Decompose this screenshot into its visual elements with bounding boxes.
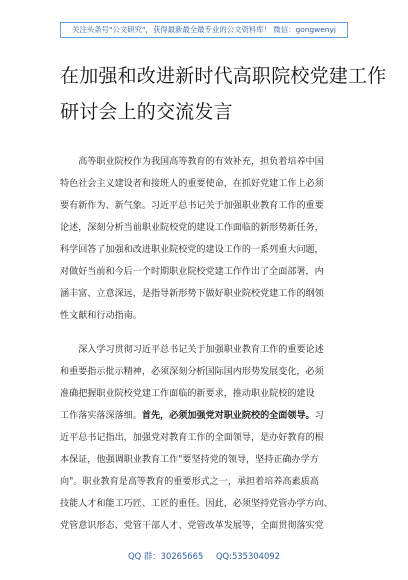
paragraph-2-line: 党管意识形态、党管干部人才、党管改革发展等，全面贯彻落实党 — [60, 521, 324, 531]
paragraph-2-line: 近平总书记指出，加强党对教育工作的全面领导，是办好教育的根 — [60, 433, 324, 443]
document-body — [60, 151, 354, 537]
page-footer — [0, 550, 408, 562]
footer-qq-group: QQ 群：30265665 — [128, 551, 204, 561]
title-line-2: 研讨会上的交流发言 — [60, 101, 233, 123]
paragraph-1-line: 科学回答了加强和改进职业院校党的建设工作的一系列重大问题， — [60, 245, 324, 255]
paragraph-1-line: 高等职业院校作为我国高等教育的有效补充，担负着培养中国 — [78, 157, 324, 167]
footer-qq: QQ:535304092 — [215, 551, 280, 561]
paragraph-2-line: 深入学习贯彻习近平总书记关于加强职业教育工作的重要论述 — [78, 345, 324, 355]
paragraph-2-bold-heading: 首先，必须加强党对职业院校的全面领导。 — [141, 410, 315, 421]
document-title — [60, 58, 387, 130]
paragraph-1-line: 特色社会主义建设者和接班人的重要使命，在抓好党建工作上必须 — [60, 179, 324, 189]
paragraph-1-line: 性文献和行动指南。 — [60, 311, 142, 321]
paragraph-2-line: 向"。职业教育是高等教育的重要形式之一，承担着培养高素质高 — [60, 477, 319, 487]
paragraph-2-line: 本保证，他强调职业教育工作"要坚持党的领导，坚持正确办学方 — [60, 455, 319, 465]
paragraph-gap — [60, 327, 354, 339]
paragraph-1-line: 对做好当前和今后一个时期职业院校党建工作作出了全面部署，内 — [60, 267, 324, 277]
paragraph-1-line: 论述，深刻分析当前职业院校党的建设工作面临的新形势新任务， — [60, 223, 324, 233]
paragraph-1-line: 涵丰富、立意深远，是指导新形势下做好职业院校党建工作的纲领 — [60, 289, 324, 299]
paragraph-2-line-mixed — [60, 405, 354, 427]
promo-banner-text: 关注头条号"公文研究"，获得最新最全最专业的公文资料库！ 微信：gongwenyj — [72, 25, 336, 34]
paragraph-1 — [60, 151, 354, 327]
paragraph-2-line: 准确把握职业院校党建工作面临的新要求，推动职业院校的建设 — [60, 389, 315, 399]
title-line-1: 在加强和改进新时代高职院校党建工作 — [60, 65, 387, 87]
paragraph-2-plain-tail: 习 — [314, 411, 324, 421]
paragraph-2-plain-text: 工作落实落深落细。 — [60, 411, 142, 421]
paragraph-2 — [60, 339, 354, 537]
paragraph-1-line: 要有新作为、新气象。习近平总书记关于加强职业教育工作的重要 — [60, 201, 324, 211]
paragraph-2-line: 和重要指示批示精神，必须深刻分析国际国内形势发展变化，必须 — [60, 367, 324, 377]
paragraph-2-line: 技能人才和能工巧匠、工匠的重任。因此，必须坚持党管办学方向、 — [60, 499, 333, 509]
promo-banner — [60, 22, 348, 38]
